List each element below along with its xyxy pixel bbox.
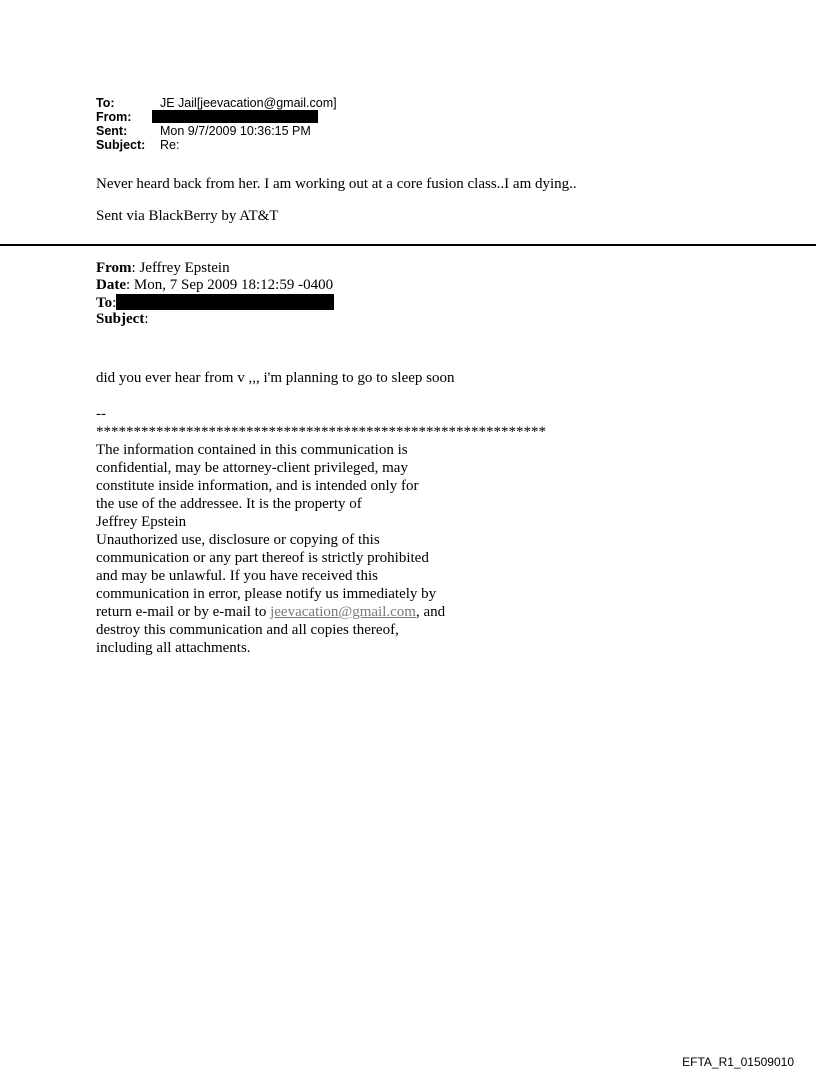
signature-line: Unauthorized use, disclosure or copying of this [96,532,380,548]
return-suffix: , and [415,604,446,620]
signature-line: constitute inside information, and is intended only for [96,478,419,494]
signature-line: and may be unlawful. If you have received this [96,568,378,584]
quoted-to-colon: : [112,295,117,311]
reply-text: Never heard back from her. I am working out at a core fusion class..I am dying.. [96,176,577,192]
to-row [96,96,337,110]
from-label: From: [96,110,132,124]
signature-dashes: -- [96,406,106,422]
signature-block [96,405,546,657]
signature-line: communication in error, please notify us immediately by [96,586,437,602]
quoted-from-label: From [96,260,132,276]
return-prefix: return e-mail or by e-mail to [96,604,271,620]
signature-return-line [96,603,546,621]
quoted-to-label: To [96,295,113,311]
signature-line: confidential, may be attorney-client privileged, may [96,460,408,476]
quoted-subject-row [96,311,334,328]
quoted-date-label: Date [96,277,126,293]
subject-value: Re: [160,138,180,152]
sent-row [96,124,337,138]
signature-line: including all attachments. [96,640,251,656]
subject-label: Subject: [96,138,146,152]
sent-label: Sent: [96,124,128,138]
redaction-box [152,110,318,123]
signature-line: Jeffrey Epstein [96,514,187,530]
quoted-subject-label: Subject [96,311,145,327]
signature-stars: ************************************************************ [96,424,546,440]
sent-value: Mon 9/7/2009 10:36:15 PM [160,124,311,138]
quoted-message: did you ever hear from v ,,, i'm planning to go to sleep soon [96,370,455,386]
email-header [96,96,337,152]
reply-body [96,175,577,239]
quoted-to-row [96,294,334,311]
quoted-from-value: : Jeffrey Epstein [131,260,230,276]
quoted-date-value: : Mon, 7 Sep 2009 18:12:59 -0400 [126,277,334,293]
reply-signature: Sent via BlackBerry by AT&T [96,208,279,224]
to-label: To: [96,96,115,110]
quoted-date-row [96,277,334,294]
quoted-subject-colon: : [144,311,149,327]
quoted-header [96,260,334,328]
signature-line: communication or any part thereof is strictly prohibited [96,550,429,566]
signature-line: the use of the addressee. It is the property of [96,496,362,512]
document-id: EFTA_R1_01509010 [682,1055,794,1069]
signature-line: destroy this communication and all copies thereof, [96,622,399,638]
to-value: JE Jail[jeevacation@gmail.com] [160,96,337,110]
email-link[interactable]: jeevacation@gmail.com [270,604,416,620]
signature-line: The information contained in this communication is [96,442,408,458]
divider [0,244,816,246]
quoted-from-row [96,260,334,277]
subject-row [96,138,337,152]
from-row [96,110,337,124]
redaction-box [116,294,334,310]
